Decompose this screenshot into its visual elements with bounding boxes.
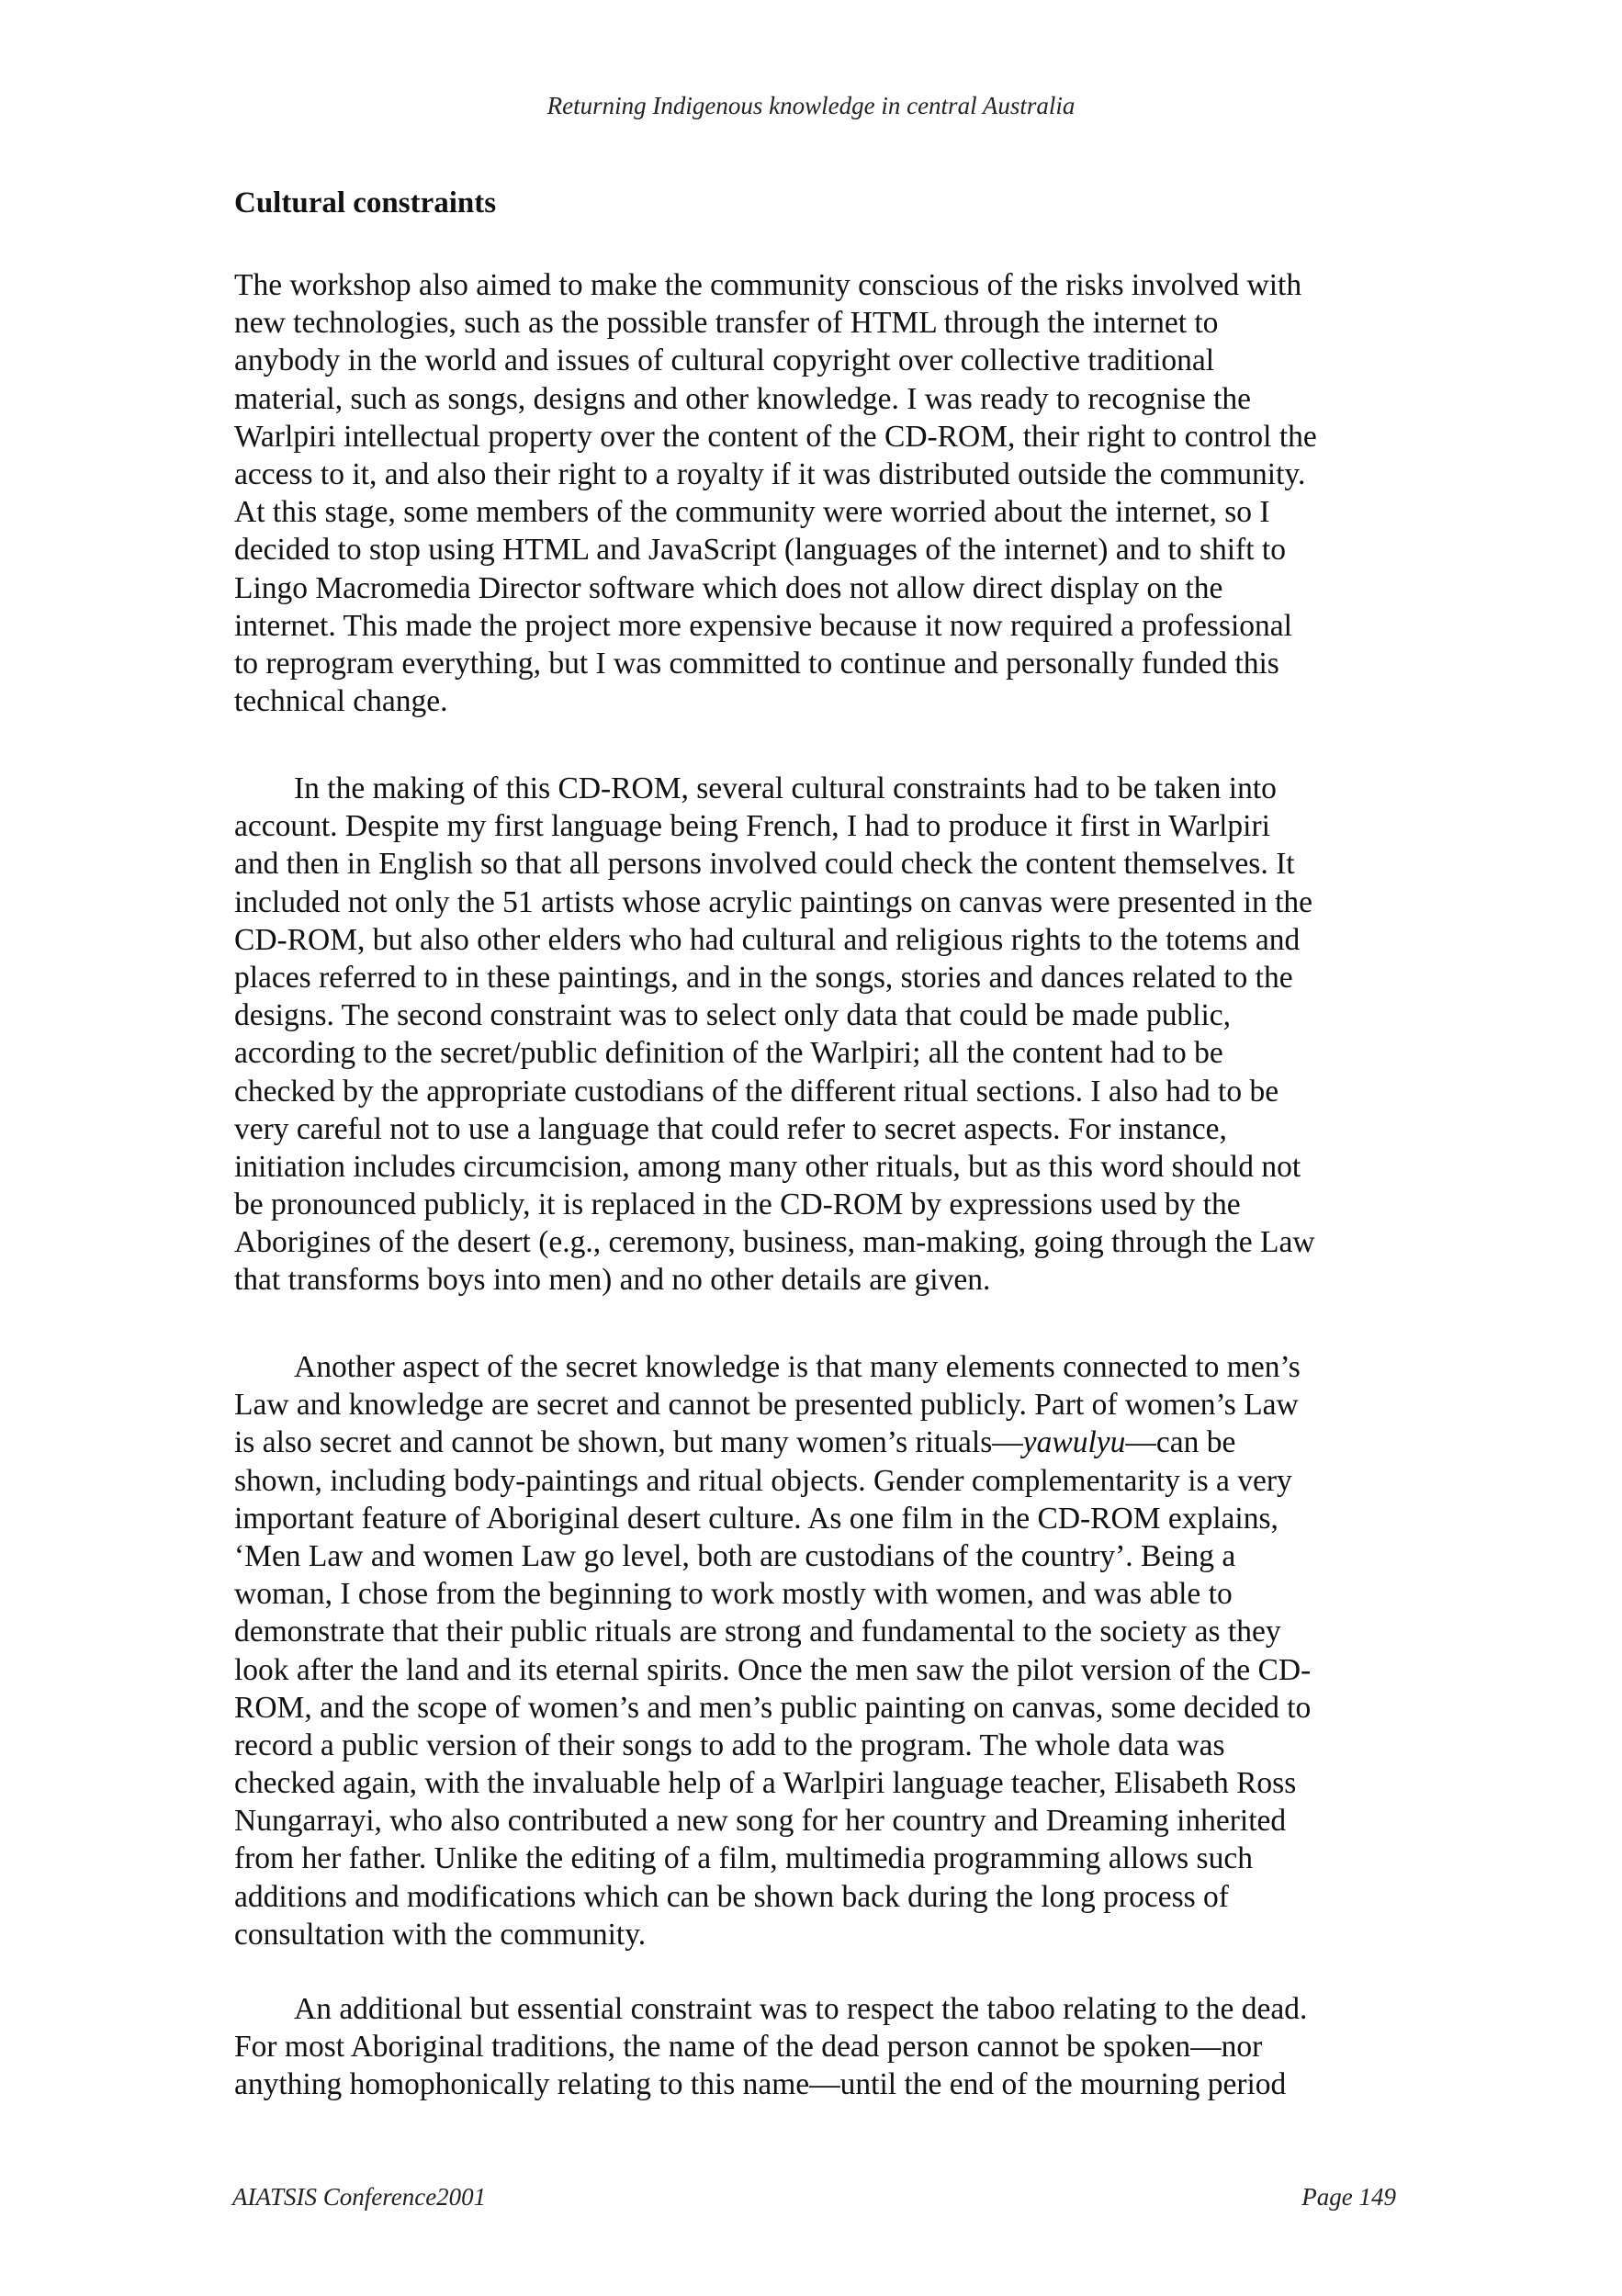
text-line: according to the secret/public definition of the Warlpiri; all the content had to be bbox=[234, 1036, 1223, 1071]
text-line: record a public version of their songs to add to the program. The whole data was bbox=[234, 1728, 1225, 1762]
text-line: from her father. Unlike the editing of a film, multimedia programming allows such bbox=[234, 1841, 1253, 1876]
text-line: checked again, with the invaluable help of a Warlpiri language teacher, Elisabeth Ross bbox=[234, 1766, 1297, 1801]
section-heading: Cultural constraints bbox=[234, 186, 497, 219]
text-line: consultation with the community. bbox=[234, 1917, 647, 1952]
text-line: Lingo Macromedia Director software which does not allow direct display on the bbox=[234, 570, 1223, 605]
text-line: CD-ROM, but also other elders who had cultural and religious rights to the totems and bbox=[234, 922, 1301, 957]
paragraph-2 bbox=[234, 770, 1315, 1300]
text-line: new technologies, such as the possible transfer of HTML through the internet to bbox=[234, 306, 1219, 341]
text-line: access to it, and also their right to a royalty if it was distributed outside the community. bbox=[234, 456, 1306, 491]
text-line: Aborigines of the desert (e.g., ceremony, business, man-making, going through the Law bbox=[234, 1225, 1315, 1260]
text-line: be pronounced publicly, it is replaced in the CD-ROM by expressions used by the bbox=[234, 1187, 1241, 1222]
text-line: important feature of Aboriginal desert culture. As one film in the CD-ROM explains, bbox=[234, 1501, 1278, 1536]
text-line: The workshop also aimed to make the community conscious of the risks involved with bbox=[234, 268, 1302, 302]
text-line: demonstrate that their public rituals are strong and fundamental to the society as they bbox=[234, 1615, 1281, 1649]
text-line: is also secret and cannot be shown, but many women’s rituals—yawulyu—can be bbox=[234, 1425, 1236, 1460]
footer-page-number: Page 149 bbox=[1301, 2183, 1396, 2211]
text-line: initiation includes circumcision, among many other rituals, but as this word should not bbox=[234, 1149, 1301, 1184]
text-line: that transforms boys into men) and no other details are given. bbox=[234, 1263, 991, 1298]
text-line: included not only the 51 artists whose acrylic paintings on canvas were presented in the bbox=[234, 884, 1313, 919]
text-line: and then in English so that all persons involved could check the content themselves. It bbox=[234, 847, 1295, 882]
text-line: material, such as songs, designs and other knowledge. I was ready to recognise the bbox=[234, 381, 1252, 416]
text-line: An additional but essential constraint was to respect the taboo relating to the dead. bbox=[294, 1992, 1308, 2026]
paragraph-3 bbox=[234, 1348, 1311, 1953]
text-line: to reprogram everything, but I was committed to continue and personally funded this bbox=[234, 646, 1279, 681]
text-line: anything homophonically relating to this name—until the end of the mourning period bbox=[234, 2067, 1287, 2102]
text-line: Nungarrayi, who also contributed a new song for her country and Dreaming inherited bbox=[234, 1804, 1287, 1839]
text-line: Law and knowledge are secret and cannot be presented publicly. Part of women’s Law bbox=[234, 1388, 1299, 1423]
text-line: shown, including body-paintings and ritual objects. Gender complementarity is a very bbox=[234, 1463, 1292, 1498]
text-line: additions and modifications which can be shown back during the long process of bbox=[234, 1879, 1229, 1914]
text-line: Warlpiri intellectual property over the content of the CD-ROM, their right to control the bbox=[234, 419, 1317, 454]
text-line: ROM, and the scope of women’s and men’s public painting on canvas, some decided to bbox=[234, 1690, 1312, 1725]
paragraph-4 bbox=[234, 1990, 1307, 2104]
text-line: internet. This made the project more expensive because it now required a professional bbox=[234, 608, 1292, 643]
italic-term: yawulyu bbox=[1022, 1425, 1126, 1460]
text-line: very careful not to use a language that could refer to secret aspects. For instance, bbox=[234, 1111, 1227, 1146]
text-line: woman, I chose from the beginning to work mostly with women, and was able to bbox=[234, 1577, 1233, 1612]
text-line: technical change. bbox=[234, 684, 448, 719]
text-line: For most Aboriginal traditions, the name of the dead person cannot be spoken—nor bbox=[234, 2030, 1263, 2065]
text-line: account. Despite my first language being French, I had to produce it first in Warlpiri bbox=[234, 809, 1270, 844]
text-line: decided to stop using HTML and JavaScript (languages of the internet) and to shift to bbox=[234, 533, 1286, 568]
text-line: checked by the appropriate custodians of the different ritual sections. I also had to be bbox=[234, 1074, 1279, 1109]
text-line: In the making of this CD-ROM, several cultural constraints had to be taken into bbox=[294, 771, 1277, 805]
text-line: ‘Men Law and women Law go level, both are custodians of the country’. Being a bbox=[234, 1538, 1236, 1573]
footer-conference: AIATSIS Conference2001 bbox=[232, 2183, 487, 2211]
running-header: Returning Indigenous knowledge in central Australia bbox=[546, 92, 1076, 119]
text-line: places referred to in these paintings, and in the songs, stories and dances related to the bbox=[234, 960, 1293, 995]
paragraph-1 bbox=[234, 266, 1317, 720]
text-line: At this stage, some members of the community were worried about the internet, so I bbox=[234, 495, 1270, 530]
text-line: look after the land and its eternal spirits. Once the men saw the pilot version of the CD- bbox=[234, 1652, 1312, 1687]
text-line: designs. The second constraint was to select only data that could be made public, bbox=[234, 998, 1232, 1033]
text-line: Another aspect of the secret knowledge is that many elements connected to men’s bbox=[294, 1350, 1301, 1384]
text-line: anybody in the world and issues of cultural copyright over collective traditional bbox=[234, 343, 1215, 378]
